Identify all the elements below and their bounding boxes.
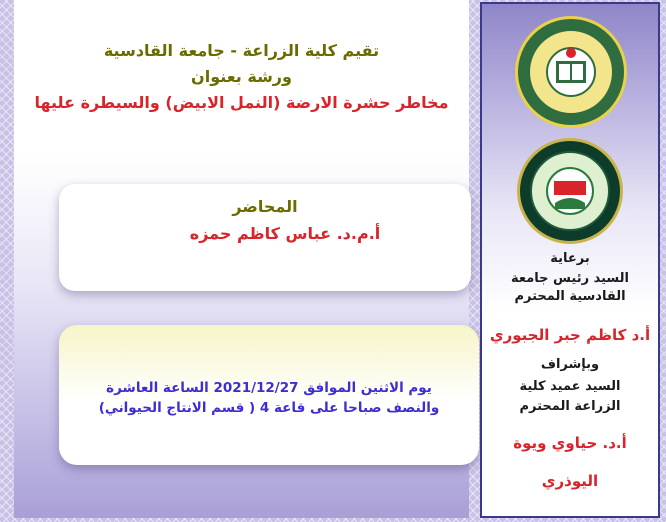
college-logo-icon xyxy=(517,138,623,244)
dean-title-2: الزراعة المحترم xyxy=(519,399,621,414)
president-name: أ.د كاظم جبر الجبوري xyxy=(489,326,651,344)
dean-name-2: اليوذري xyxy=(541,472,599,490)
header-organizer: تقيم كلية الزراعة - جامعة القادسية xyxy=(103,41,380,60)
schedule-line-1: يوم الاثنين الموافق 2021/12/27 الساعة العاشرة xyxy=(106,380,432,396)
sidebar xyxy=(480,2,660,518)
header-workshop-title: مخاطر حشرة الارضة (النمل الابيض) والسيطرة عليها xyxy=(34,93,449,112)
president-title-1: السيد رئيس جامعة xyxy=(510,271,629,286)
lecturer-label: المحاضر xyxy=(232,197,298,216)
dean-title-1: السيد عميد كلية xyxy=(519,379,621,394)
university-logo-icon xyxy=(515,16,627,128)
schedule-line-2: والنصف صباحا على قاعة 4 ( قسم الانتاج الحيواني) xyxy=(98,400,440,416)
patronage-label: برعاية xyxy=(550,251,590,266)
header-workshop-label: ورشة بعنوان xyxy=(191,67,292,86)
dean-name-1: أ.د. حياوي ويوة xyxy=(513,434,627,452)
president-title-2: القادسية المحترم xyxy=(514,289,626,304)
supervision-label: وبإشراف xyxy=(540,357,600,372)
schedule-box xyxy=(59,325,479,465)
header xyxy=(14,38,469,116)
lecturer-name: أ.م.د. عباس كاظم حمزه xyxy=(189,224,381,243)
main-panel xyxy=(14,0,469,518)
lecturer-box xyxy=(59,184,471,291)
